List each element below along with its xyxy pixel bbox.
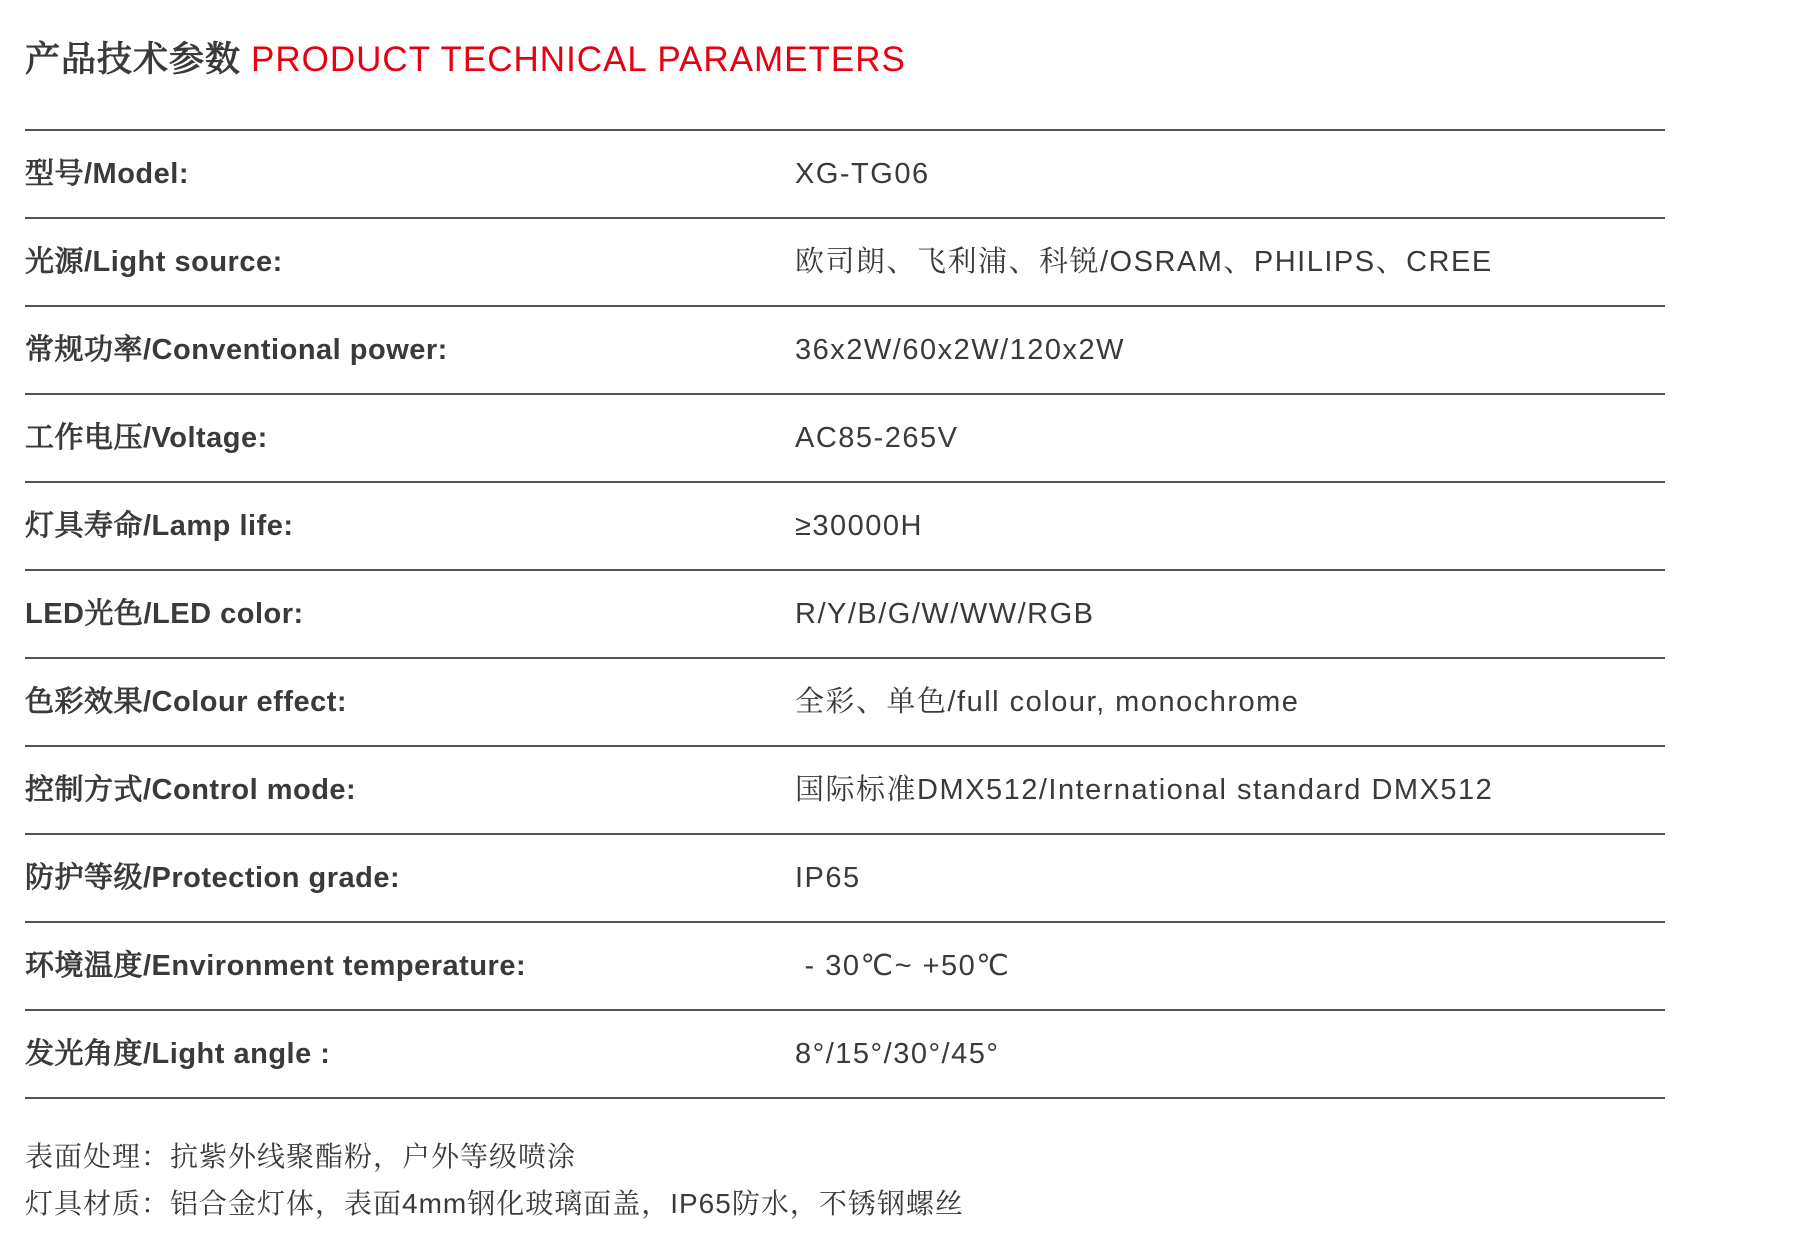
param-value: 36x2W/60x2W/120x2W [795,334,1126,366]
param-value: - 30℃~ +50℃ [795,950,1011,982]
note-surface-treatment: 表面处理：抗紫外线聚酯粉，户外等级喷涂 [25,1141,577,1172]
title-chinese: 产品技术参数 [25,40,242,79]
param-row-model [25,131,1665,217]
param-label: 防护等级/Protection grade: [25,862,401,894]
param-value: R/Y/B/G/W/WW/RGB [795,598,1095,630]
param-row-power [25,307,1665,393]
param-label: 工作电压/Voltage: [25,422,268,454]
param-label: 常规功率/Conventional power: [25,334,448,366]
param-value: 全彩、单色/full colour, monochrome [795,686,1300,718]
param-row-light-source [25,219,1665,305]
param-value: AC85-265V [795,422,959,454]
param-label: 色彩效果/Colour effect: [25,686,348,718]
param-row-lamp-life [25,483,1665,569]
param-label: 环境温度/Environment temperature: [25,950,527,982]
note-lamp-material: 灯具材质：铝合金灯体，表面4mm钢化玻璃面盖，IP65防水，不锈钢螺丝 [25,1188,964,1219]
param-value: ≥30000H [795,510,924,542]
param-value: IP65 [795,862,861,894]
param-row-voltage [25,395,1665,481]
param-label: LED光色/LED color: [25,598,304,630]
param-value: 国际标准DMX512/International standard DMX512 [795,774,1494,806]
param-label: 型号/Model: [25,158,189,190]
param-row-control-mode [25,747,1665,833]
param-value: XG-TG06 [795,158,930,190]
param-row-colour-effect [25,659,1665,745]
parameters-table [25,129,1665,1099]
title-english: PRODUCT TECHNICAL PARAMETERS [251,40,906,79]
param-row-led-color [25,571,1665,657]
param-row-light-angle [25,1011,1665,1097]
table-divider [25,1097,1665,1099]
param-label: 控制方式/Control mode: [25,774,357,806]
param-label: 发光角度/Light angle : [25,1038,331,1070]
param-value: 8°/15°/30°/45° [795,1038,1000,1070]
product-notes [25,1133,964,1227]
param-label: 灯具寿命/Lamp life: [25,510,294,542]
param-row-temperature [25,923,1665,1009]
param-value: 欧司朗、飞利浦、科锐/OSRAM、PHILIPS、CREE [795,246,1493,278]
param-label: 光源/Light source: [25,246,283,278]
page-title [25,38,906,82]
param-row-protection-grade [25,835,1665,921]
